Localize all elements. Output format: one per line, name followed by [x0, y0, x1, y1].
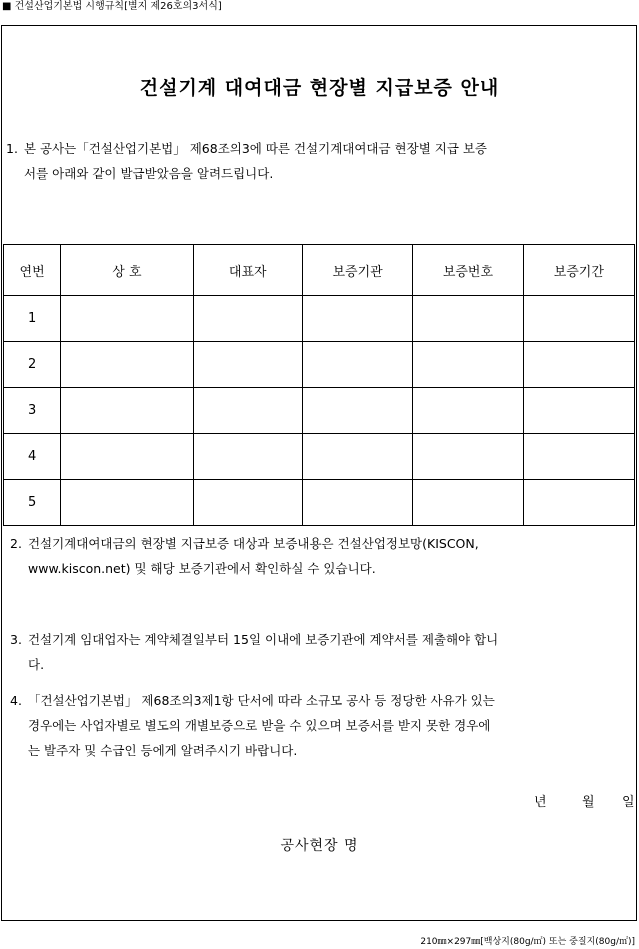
date-year-label: 년 — [534, 795, 547, 810]
header-company: 상 호 — [61, 245, 193, 296]
cell-representative[interactable] — [193, 480, 302, 526]
cell-representative[interactable] — [193, 388, 302, 434]
date-day-label: 일 — [622, 795, 635, 810]
paragraph-4-line3: 는 발주자 및 수급인 등에게 알려주시기 바랍니다. — [28, 743, 298, 758]
paragraph-4-line2: 경우에는 사업자별로 별도의 개별보증으로 받을 수 있으며 보증서를 받지 못한 경우에 — [28, 718, 491, 733]
header-serial: 연번 — [4, 245, 61, 296]
table-row — [4, 388, 635, 434]
cell-guarantor[interactable] — [302, 434, 412, 480]
cell-guarantor[interactable] — [302, 342, 412, 388]
cell-representative[interactable] — [193, 434, 302, 480]
cell-serial: 5 — [4, 480, 61, 526]
table-row — [4, 342, 635, 388]
cell-guarantor[interactable] — [302, 388, 412, 434]
paper-spec: 210㎜×297㎜[백상지(80g/㎡) 또는 중질지(80g/㎡)] — [420, 937, 635, 947]
paragraph-3 — [10, 627, 634, 677]
cell-company[interactable] — [61, 434, 193, 480]
cell-company[interactable] — [61, 296, 193, 342]
cell-serial: 2 — [4, 342, 61, 388]
paragraph-4-line1: 「건설산업기본법」 제68조의3제1항 단서에 따라 소규모 공사 등 정당한 사유가 있는 — [27, 693, 495, 708]
paragraph-1-line1: 본 공사는「건설산업기본법」 제68조의3에 따른 건설기계대여대금 현장별 지급 보증 — [23, 141, 488, 156]
cell-guarantee-number[interactable] — [413, 388, 523, 434]
cell-serial: 1 — [4, 296, 61, 342]
header-guarantee-period: 보증기간 — [523, 245, 634, 296]
paragraph-1-line2: 서를 아래와 같이 발급받았음을 알려드립니다. — [24, 166, 274, 181]
table-row — [4, 296, 635, 342]
document-title: 건설기계 대여대금 현장별 지급보증 안내 — [139, 77, 500, 99]
cell-representative[interactable] — [193, 342, 302, 388]
cell-serial: 4 — [4, 434, 61, 480]
cell-guarantee-period[interactable] — [523, 296, 634, 342]
paragraph-2-number: 2. — [10, 536, 22, 551]
paragraph-2 — [10, 531, 634, 581]
cell-guarantee-period[interactable] — [523, 434, 634, 480]
paragraph-1-number: 1. — [6, 141, 18, 156]
table-row — [4, 480, 635, 526]
cell-guarantor[interactable] — [302, 296, 412, 342]
cell-guarantee-number[interactable] — [413, 480, 523, 526]
cell-serial: 3 — [4, 388, 61, 434]
cell-guarantee-period[interactable] — [523, 480, 634, 526]
paragraph-3-line2: 다. — [28, 657, 45, 672]
cell-company[interactable] — [61, 342, 193, 388]
paragraph-4-number: 4. — [10, 693, 22, 708]
header-representative: 대표자 — [193, 245, 302, 296]
guarantee-table — [3, 244, 635, 526]
paragraph-3-line1: 건설기계 임대업자는 계약체결일부터 15일 이내에 보증기관에 계약서를 제출해야 합니 — [27, 632, 499, 647]
table-row — [4, 434, 635, 480]
paragraph-4 — [10, 688, 634, 763]
cell-representative[interactable] — [193, 296, 302, 342]
cell-guarantor[interactable] — [302, 480, 412, 526]
date-month-label: 월 — [582, 795, 595, 810]
paragraph-3-number: 3. — [10, 632, 22, 647]
cell-guarantee-period[interactable] — [523, 388, 634, 434]
cell-company[interactable] — [61, 388, 193, 434]
paragraph-2-line1: 건설기계대여대금의 현장별 지급보증 대상과 보증내용은 건설산업정보망(KISCON, — [27, 536, 479, 551]
header-guarantor: 보증기관 — [302, 245, 412, 296]
cell-guarantee-number[interactable] — [413, 342, 523, 388]
cell-guarantee-period[interactable] — [523, 342, 634, 388]
cell-guarantee-number[interactable] — [413, 434, 523, 480]
paragraph-1 — [6, 136, 634, 186]
cell-company[interactable] — [61, 480, 193, 526]
cell-guarantee-number[interactable] — [413, 296, 523, 342]
form-reference: ■ 건설산업기본법 시행규칙[별지 제26호의3서식] — [2, 1, 222, 12]
table-header-row — [4, 245, 635, 296]
site-name-label: 공사현장 명 — [280, 838, 359, 854]
header-guarantee-number: 보증번호 — [413, 245, 523, 296]
paragraph-2-line2: www.kiscon.net) 및 해당 보증기관에서 확인하실 수 있습니다. — [28, 561, 376, 576]
